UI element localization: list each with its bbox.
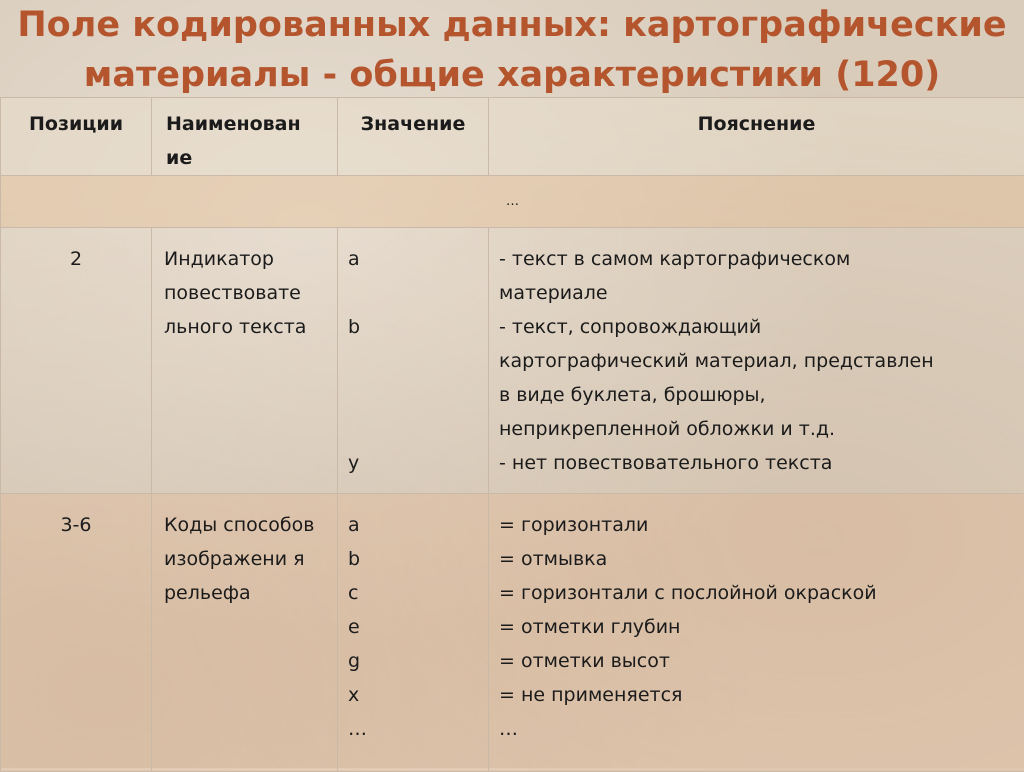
explanation-line: - нет повествовательного текста [499, 446, 1016, 480]
explanation-line: = отметки высот [499, 644, 1016, 678]
row-values [338, 228, 489, 494]
separator-ellipsis: … [1, 176, 1024, 228]
explanation-line: в виде буклета, брошюры, [499, 378, 1016, 412]
value-code: b [348, 542, 482, 576]
explanation-line: неприкрепленной обложки и т.д. [499, 412, 1016, 446]
separator-row [1, 176, 1024, 228]
header-positions: Позиции [1, 98, 152, 176]
row-explanation [489, 228, 1024, 494]
table-row [1, 494, 1024, 772]
explanation-line: - текст в самом картографическом [499, 242, 1016, 276]
header-name: Наименован ие [152, 98, 338, 176]
value-code: a [348, 242, 482, 276]
explanation-line: картографический материал, представлен [499, 344, 1016, 378]
value-code: y [348, 446, 482, 480]
row-name: Индикатор повествовате льного текста [152, 228, 338, 494]
table-row [1, 228, 1024, 494]
value-code: b [348, 310, 482, 344]
explanation-line: = горизонтали с послойной окраской [499, 576, 1016, 610]
explanation-line: материале [499, 276, 1016, 310]
explanation-line: = отмывка [499, 542, 1016, 576]
row-explanation [489, 494, 1024, 772]
explanation-line: - текст, сопровождающий [499, 310, 1016, 344]
value-code: x [348, 678, 482, 712]
row-name: Коды способов изображени я рельефа [152, 494, 338, 772]
header-value: Значение [338, 98, 489, 176]
row-position: 2 [1, 228, 152, 494]
explanation-line: = не применяется [499, 678, 1016, 712]
fixed-field-table [0, 97, 1024, 772]
value-code: g [348, 644, 482, 678]
header-explanation: Пояснение [489, 98, 1024, 176]
table-header-row [1, 98, 1024, 176]
explanation-line: = отметки глубин [499, 610, 1016, 644]
title-line-2: материалы - общие характеристики (120) [0, 50, 1024, 100]
title-line-1: Поле кодированных данных: картографические [0, 0, 1024, 50]
page-title [0, 0, 1024, 97]
row-position: 3-6 [1, 494, 152, 772]
value-code: a [348, 508, 482, 542]
value-code: e [348, 610, 482, 644]
row-values [338, 494, 489, 772]
value-code: c [348, 576, 482, 610]
explanation-line: = горизонтали [499, 508, 1016, 542]
value-code: … [348, 712, 482, 746]
explanation-line: … [499, 712, 1016, 746]
